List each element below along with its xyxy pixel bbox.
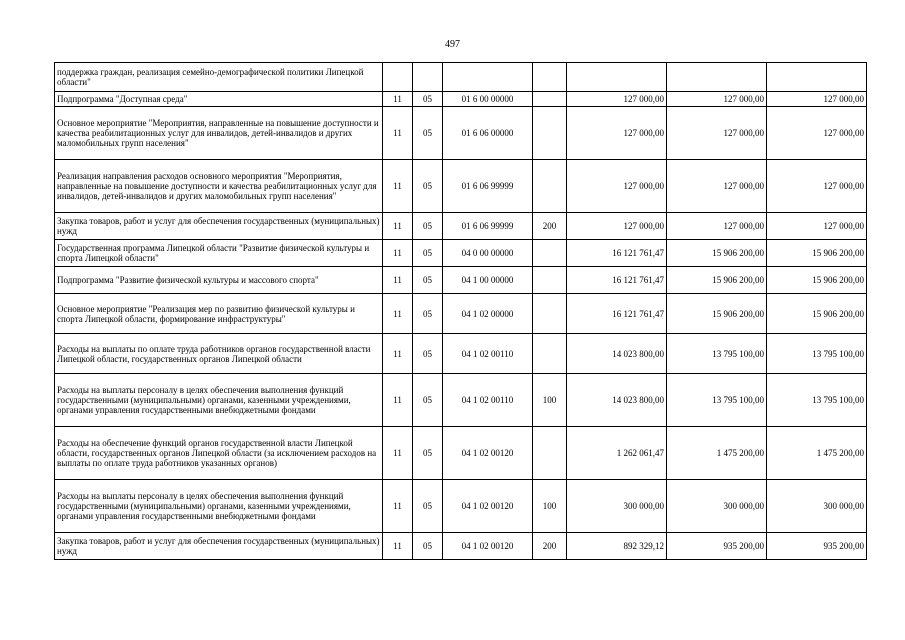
cell-name: Расходы на выплаты персоналу в целях обеспечения выполнения функций государственными (муниципальными) органами, казенными учреждениями, органами управления государственными внебюджетными фондами bbox=[55, 480, 383, 533]
cell-target-article: 01 6 06 99999 bbox=[443, 160, 533, 213]
cell-name: Расходы на обеспечение функций органов государственной власти Липецкой области, государственных органов Липецкой области (за исключением расходов на выплаты по оплате труда работников указанных органов) bbox=[55, 427, 383, 480]
cell-amount-3: 15 906 200,00 bbox=[767, 294, 867, 334]
cell-amount-1: 14 023 800,00 bbox=[567, 334, 667, 374]
cell-subsection: 05 bbox=[413, 160, 443, 213]
cell-subsection: 05 bbox=[413, 374, 443, 427]
cell-target-article bbox=[443, 63, 533, 92]
cell-name: Расходы на выплаты по оплате труда работников органов государственной власти Липецкой области, государственных органов Липецкой области bbox=[55, 334, 383, 374]
cell-target-article: 01 6 06 00000 bbox=[443, 107, 533, 160]
cell-amount-3: 13 795 100,00 bbox=[767, 374, 867, 427]
table-row bbox=[55, 63, 867, 92]
table-row bbox=[55, 427, 867, 480]
table-row bbox=[55, 334, 867, 374]
table-row bbox=[55, 294, 867, 334]
cell-subsection bbox=[413, 63, 443, 92]
cell-amount-1: 127 000,00 bbox=[567, 160, 667, 213]
cell-expense-type bbox=[533, 92, 567, 107]
cell-subsection: 05 bbox=[413, 213, 443, 240]
cell-amount-1: 16 121 761,47 bbox=[567, 267, 667, 294]
cell-expense-type bbox=[533, 107, 567, 160]
cell-amount-1: 1 262 061,47 bbox=[567, 427, 667, 480]
cell-amount-3: 127 000,00 bbox=[767, 160, 867, 213]
cell-expense-type bbox=[533, 334, 567, 374]
cell-subsection: 05 bbox=[413, 480, 443, 533]
cell-amount-1: 127 000,00 bbox=[567, 92, 667, 107]
cell-target-article: 01 6 00 00000 bbox=[443, 92, 533, 107]
cell-target-article: 04 0 00 00000 bbox=[443, 240, 533, 267]
cell-subsection: 05 bbox=[413, 240, 443, 267]
cell-subsection: 05 bbox=[413, 92, 443, 107]
cell-amount-3 bbox=[767, 63, 867, 92]
cell-target-article: 04 1 02 00120 bbox=[443, 533, 533, 560]
cell-amount-1: 127 000,00 bbox=[567, 213, 667, 240]
cell-subsection: 05 bbox=[413, 294, 443, 334]
cell-subsection: 05 bbox=[413, 267, 443, 294]
cell-amount-3: 935 200,00 bbox=[767, 533, 867, 560]
cell-amount-2: 15 906 200,00 bbox=[667, 294, 767, 334]
cell-expense-type bbox=[533, 63, 567, 92]
cell-target-article: 04 1 02 00120 bbox=[443, 427, 533, 480]
cell-section: 11 bbox=[383, 267, 413, 294]
cell-expense-type: 200 bbox=[533, 533, 567, 560]
table-row bbox=[55, 213, 867, 240]
cell-section: 11 bbox=[383, 107, 413, 160]
cell-section: 11 bbox=[383, 427, 413, 480]
cell-expense-type bbox=[533, 240, 567, 267]
cell-name: Закупка товаров, работ и услуг для обеспечения государственных (муниципальных) нужд bbox=[55, 533, 383, 560]
cell-subsection: 05 bbox=[413, 107, 443, 160]
cell-section: 11 bbox=[383, 480, 413, 533]
cell-expense-type: 100 bbox=[533, 374, 567, 427]
cell-target-article: 04 1 02 00000 bbox=[443, 294, 533, 334]
cell-subsection: 05 bbox=[413, 334, 443, 374]
cell-amount-2: 13 795 100,00 bbox=[667, 334, 767, 374]
table-row bbox=[55, 92, 867, 107]
cell-section: 11 bbox=[383, 213, 413, 240]
cell-expense-type: 100 bbox=[533, 480, 567, 533]
cell-amount-1 bbox=[567, 63, 667, 92]
cell-amount-3: 1 475 200,00 bbox=[767, 427, 867, 480]
cell-name: Государственная программа Липецкой области "Развитие физической культуры и спорта Липецкой области" bbox=[55, 240, 383, 267]
cell-name: Реализация направления расходов основного мероприятия "Мероприятия, направленные на повышение доступности и качества реабилитационных услуг для инвалидов, детей-инвалидов и других маломобильных групп населения" bbox=[55, 160, 383, 213]
cell-amount-2: 300 000,00 bbox=[667, 480, 767, 533]
cell-expense-type bbox=[533, 267, 567, 294]
cell-section bbox=[383, 63, 413, 92]
cell-amount-3: 300 000,00 bbox=[767, 480, 867, 533]
cell-amount-2: 15 906 200,00 bbox=[667, 240, 767, 267]
cell-subsection: 05 bbox=[413, 533, 443, 560]
cell-expense-type bbox=[533, 427, 567, 480]
cell-target-article: 04 1 00 00000 bbox=[443, 267, 533, 294]
cell-amount-2 bbox=[667, 63, 767, 92]
cell-subsection: 05 bbox=[413, 427, 443, 480]
cell-amount-2: 127 000,00 bbox=[667, 92, 767, 107]
cell-section: 11 bbox=[383, 294, 413, 334]
table-row bbox=[55, 374, 867, 427]
cell-name: Подпрограмма "Развитие физической культуры и массового спорта" bbox=[55, 267, 383, 294]
cell-target-article: 04 1 02 00120 bbox=[443, 480, 533, 533]
cell-amount-3: 15 906 200,00 bbox=[767, 267, 867, 294]
table-row bbox=[55, 107, 867, 160]
cell-section: 11 bbox=[383, 240, 413, 267]
cell-name: Основное мероприятие "Мероприятия, направленные на повышение доступности и качества реабилитационных услуг для инвалидов, детей-инвалидов и других маломобильных групп населения" bbox=[55, 107, 383, 160]
cell-amount-3: 127 000,00 bbox=[767, 213, 867, 240]
cell-name: Закупка товаров, работ и услуг для обеспечения государственных (муниципальных) нужд bbox=[55, 213, 383, 240]
cell-amount-3: 13 795 100,00 bbox=[767, 334, 867, 374]
cell-amount-1: 16 121 761,47 bbox=[567, 294, 667, 334]
cell-amount-3: 127 000,00 bbox=[767, 92, 867, 107]
cell-amount-1: 892 329,12 bbox=[567, 533, 667, 560]
cell-amount-2: 15 906 200,00 bbox=[667, 267, 767, 294]
table-row bbox=[55, 160, 867, 213]
cell-expense-type bbox=[533, 294, 567, 334]
cell-amount-1: 16 121 761,47 bbox=[567, 240, 667, 267]
cell-name: Основное мероприятие "Реализация мер по развитию физической культуры и спорта Липецкой области, формирование инфраструктуры" bbox=[55, 294, 383, 334]
cell-section: 11 bbox=[383, 160, 413, 213]
cell-amount-2: 935 200,00 bbox=[667, 533, 767, 560]
table-row bbox=[55, 533, 867, 560]
budget-table bbox=[54, 62, 867, 560]
cell-section: 11 bbox=[383, 374, 413, 427]
cell-amount-2: 13 795 100,00 bbox=[667, 374, 767, 427]
cell-expense-type bbox=[533, 160, 567, 213]
cell-section: 11 bbox=[383, 533, 413, 560]
cell-amount-2: 1 475 200,00 bbox=[667, 427, 767, 480]
cell-section: 11 bbox=[383, 334, 413, 374]
cell-section: 11 bbox=[383, 92, 413, 107]
cell-amount-1: 14 023 800,00 bbox=[567, 374, 667, 427]
table-row bbox=[55, 267, 867, 294]
table-row bbox=[55, 240, 867, 267]
cell-amount-2: 127 000,00 bbox=[667, 160, 767, 213]
cell-amount-2: 127 000,00 bbox=[667, 107, 767, 160]
cell-target-article: 04 1 02 00110 bbox=[443, 334, 533, 374]
cell-target-article: 01 6 06 99999 bbox=[443, 213, 533, 240]
cell-target-article: 04 1 02 00110 bbox=[443, 374, 533, 427]
cell-name: Подпрограмма "Доступная среда" bbox=[55, 92, 383, 107]
cell-amount-1: 127 000,00 bbox=[567, 107, 667, 160]
cell-name: поддержка граждан, реализация семейно-демографической политики Липецкой области" bbox=[55, 63, 383, 92]
cell-amount-3: 127 000,00 bbox=[767, 107, 867, 160]
cell-amount-1: 300 000,00 bbox=[567, 480, 667, 533]
cell-name: Расходы на выплаты персоналу в целях обеспечения выполнения функций государственными (муниципальными) органами, казенными учреждениями, органами управления государственными внебюджетными фондами bbox=[55, 374, 383, 427]
cell-amount-3: 15 906 200,00 bbox=[767, 240, 867, 267]
budget-table-body bbox=[55, 63, 867, 560]
cell-amount-2: 127 000,00 bbox=[667, 213, 767, 240]
table-row bbox=[55, 480, 867, 533]
cell-expense-type: 200 bbox=[533, 213, 567, 240]
page-number: 497 bbox=[445, 39, 460, 50]
